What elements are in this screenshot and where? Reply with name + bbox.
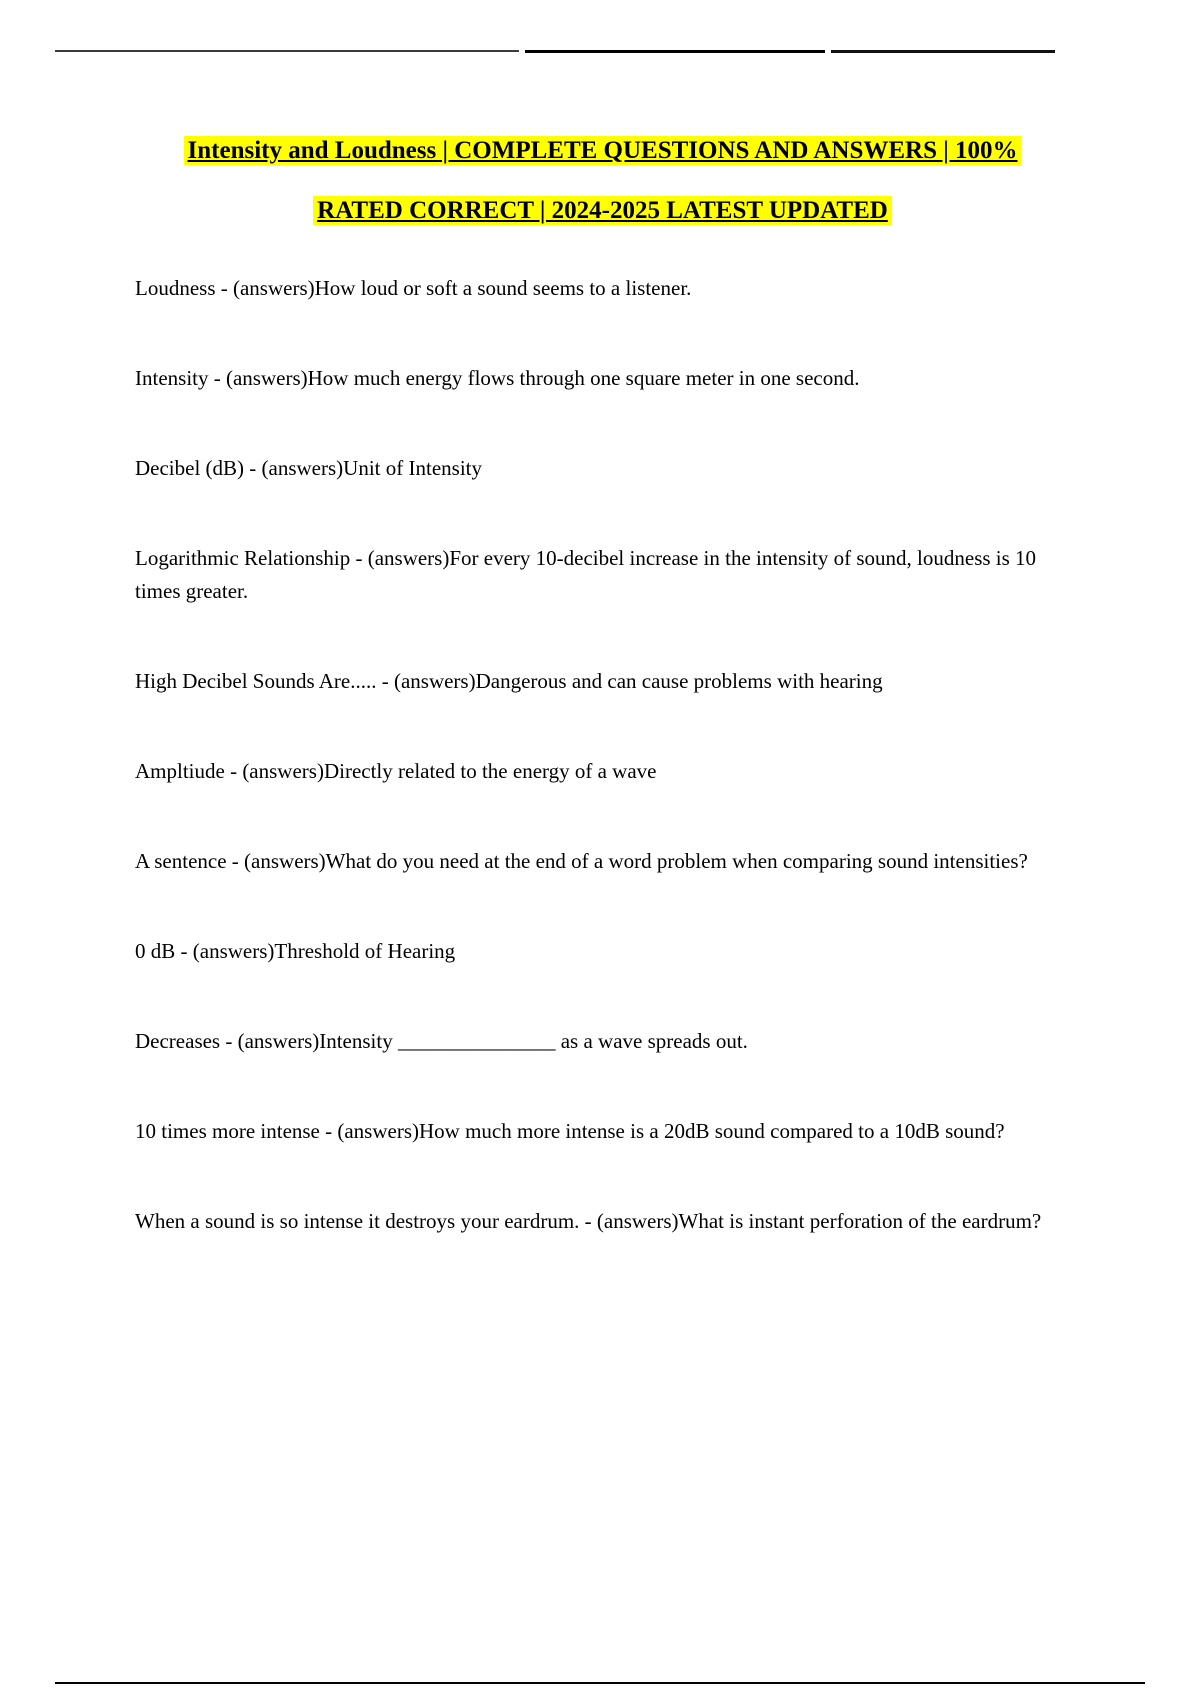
qa-paragraph: High Decibel Sounds Are..... - (answers)Dangerous and can cause problems with hearing bbox=[135, 669, 883, 693]
top-horizontal-rule bbox=[55, 50, 1055, 53]
qa-paragraph: Logarithmic Relationship - (answers)For every 10-decibel increase in the intensity of sound, loudness is 10 times greater. bbox=[135, 546, 1037, 603]
qa-paragraph: Loudness - (answers)How loud or soft a sound seems to a listener. bbox=[135, 276, 692, 300]
title-highlight-2: RATED CORRECT | 2024-2025 LATEST UPDATED bbox=[313, 196, 892, 225]
title-highlight-1: Intensity and Loudness | COMPLETE QUESTIONS AND ANSWERS | 100% bbox=[184, 136, 1022, 165]
qa-paragraph: A sentence - (answers)What do you need at the end of a word problem when comparing sound intensities? bbox=[135, 849, 1028, 873]
qa-paragraph: Decreases - (answers)Intensity _______________ as a wave spreads out. bbox=[135, 1029, 748, 1053]
document-title-line-2 bbox=[135, 196, 1070, 226]
qa-list bbox=[135, 272, 1070, 1238]
qa-paragraph: Decibel (dB) - (answers)Unit of Intensity bbox=[135, 456, 482, 480]
bottom-horizontal-rule bbox=[55, 1682, 1145, 1684]
qa-paragraph: When a sound is so intense it destroys your eardrum. - (answers)What is instant perforation of the eardrum? bbox=[135, 1209, 1042, 1233]
qa-paragraph: Intensity - (answers)How much energy flows through one square meter in one second. bbox=[135, 366, 860, 390]
top-rule-segment-middle bbox=[525, 50, 825, 53]
qa-paragraph: Ampltiude - (answers)Directly related to the energy of a wave bbox=[135, 759, 657, 783]
document-title-line-1 bbox=[135, 136, 1070, 166]
top-rule-segment-right bbox=[831, 50, 1055, 53]
qa-paragraph: 0 dB - (answers)Threshold of Hearing bbox=[135, 939, 456, 963]
qa-paragraph: 10 times more intense - (answers)How much more intense is a 20dB sound compared to a 10dB sound? bbox=[135, 1119, 1005, 1143]
top-rule-segment-left bbox=[55, 50, 519, 52]
